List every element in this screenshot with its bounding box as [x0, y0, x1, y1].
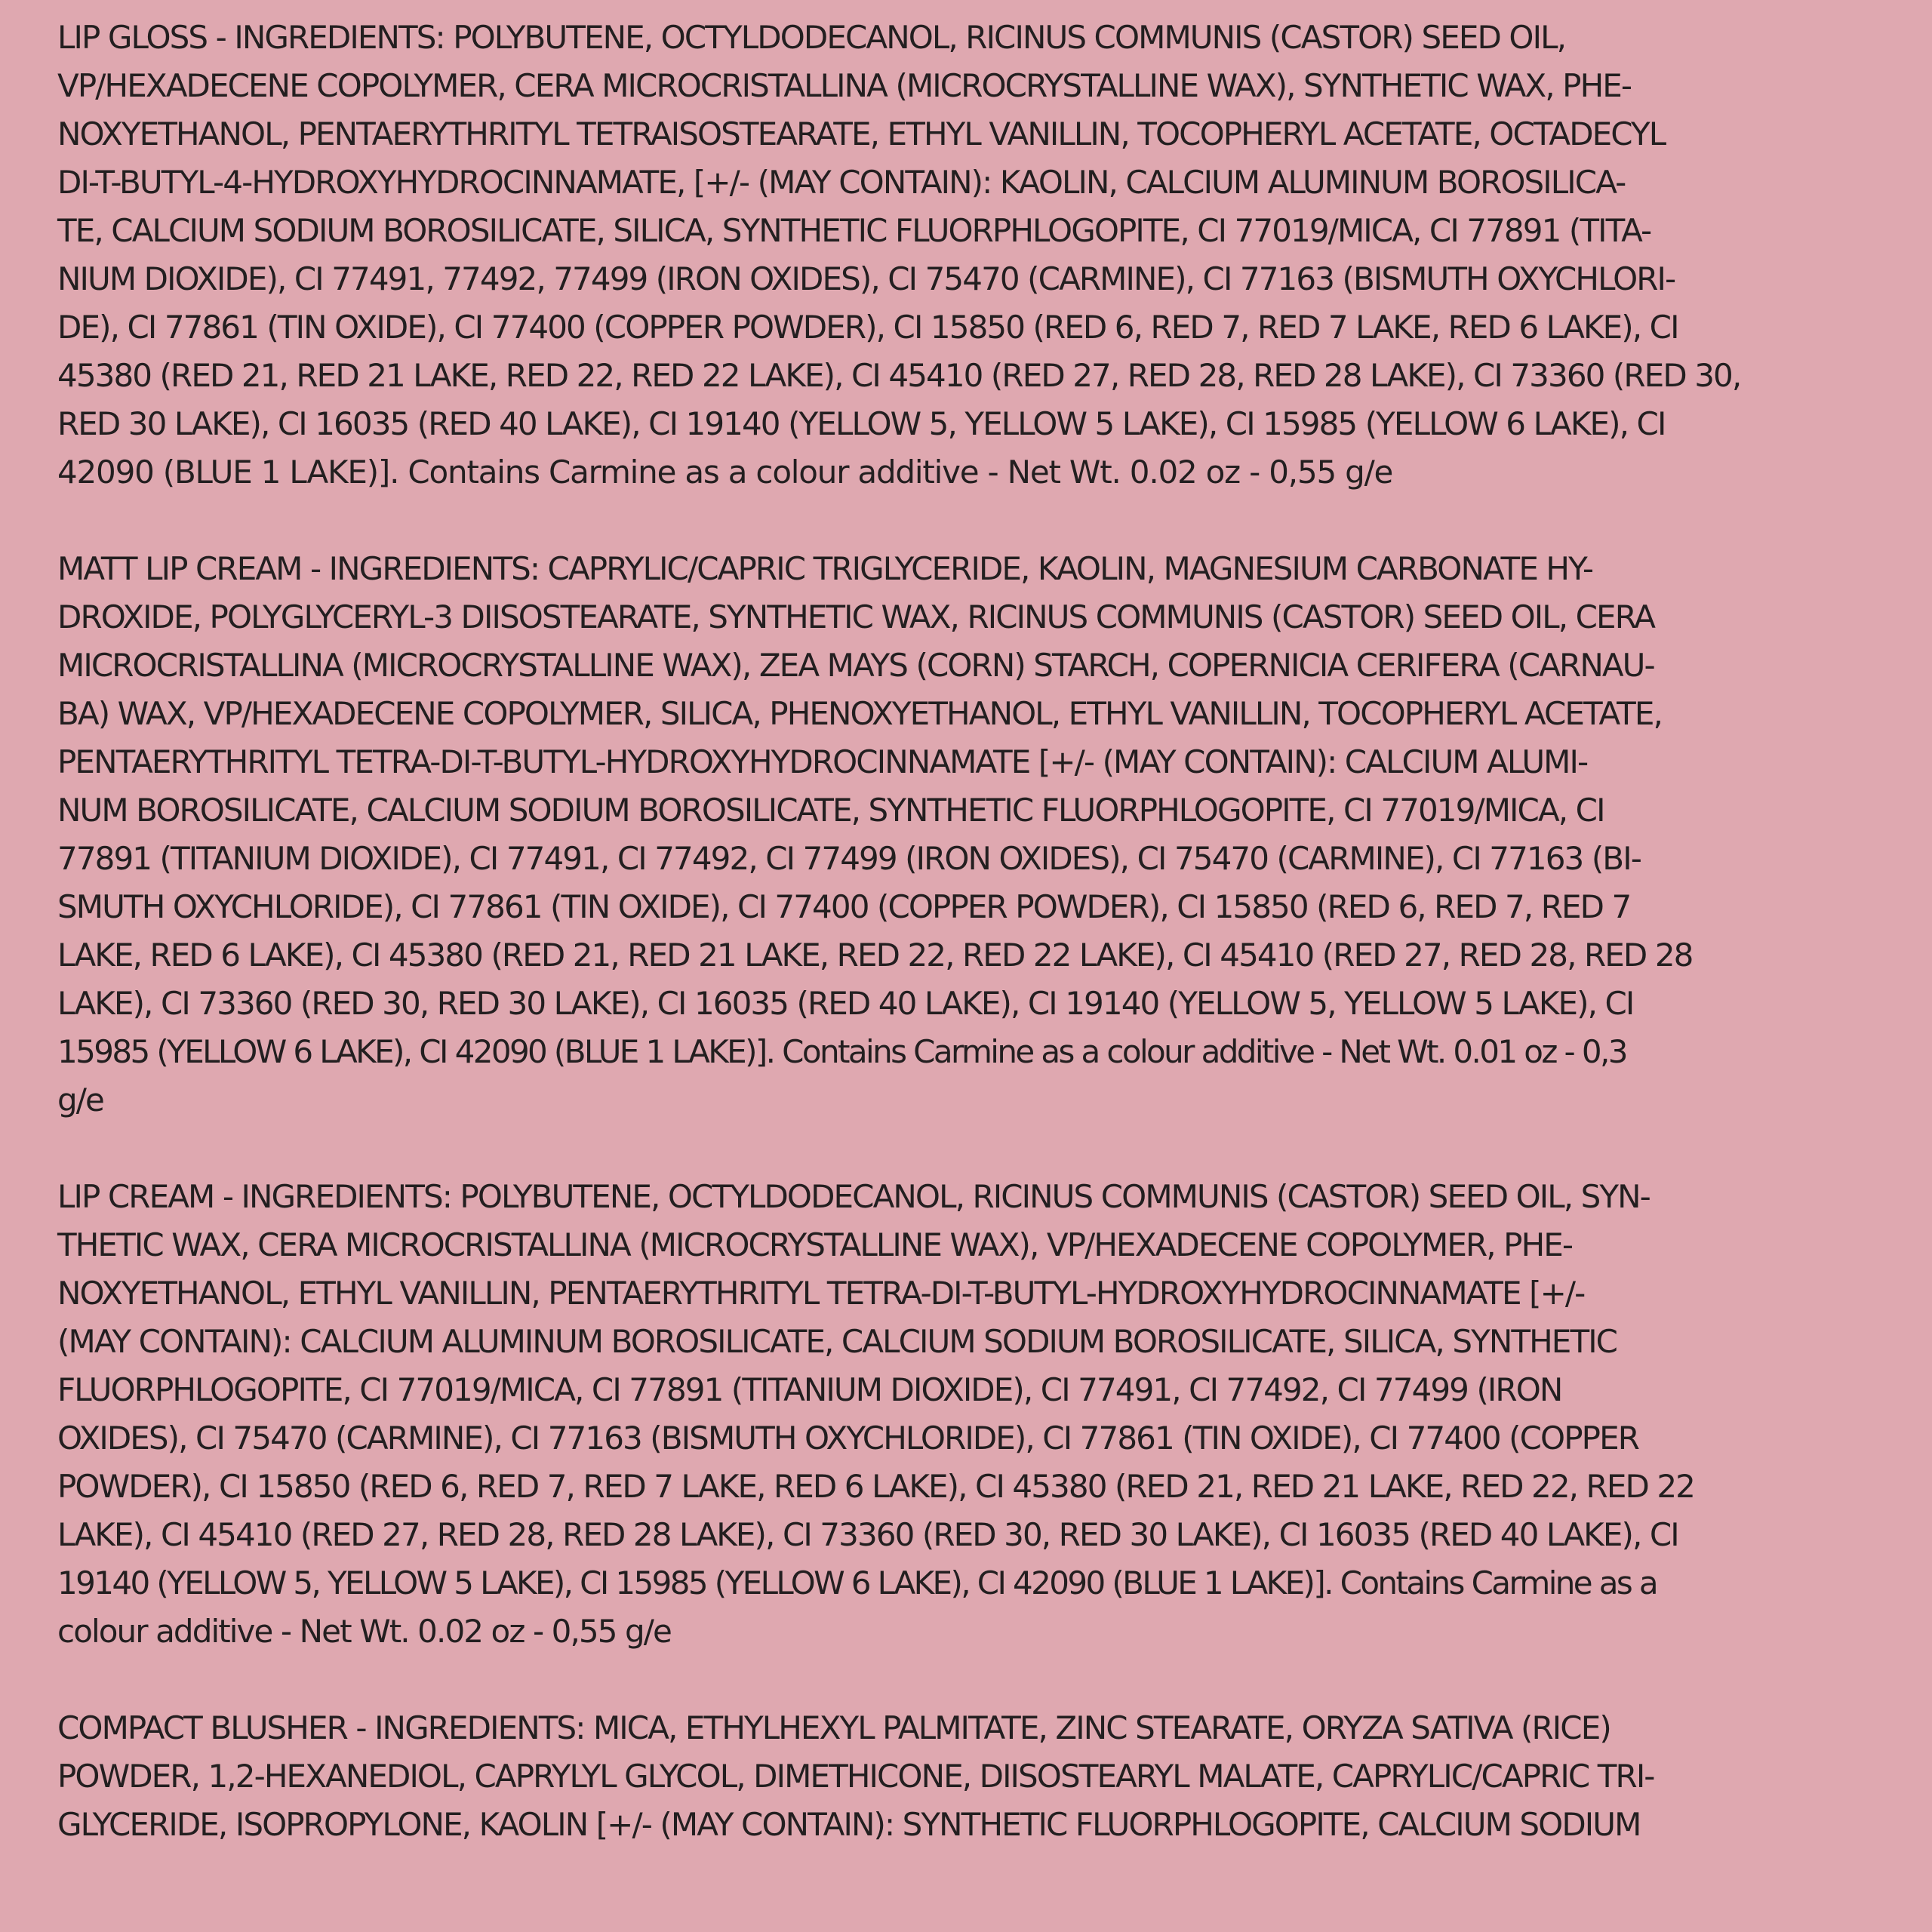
text-line: g/e: [57, 1081, 103, 1118]
text-line: LIP GLOSS - INGREDIENTS: POLYBUTENE, OCTYLDODECANOL, RICINUS COMMUNIS (CASTOR) SEED OIL,: [57, 19, 1566, 56]
text-line: colour additive - Net Wt. 0.02 oz - 0,55 g/e: [57, 1613, 671, 1650]
text-line: 19140 (YELLOW 5, YELLOW 5 LAKE), CI 15985 (YELLOW 6 LAKE), CI 42090 (BLUE 1 LAKE)]. Contains Carmine as a: [57, 1564, 1657, 1601]
text-line: VP/HEXADECENE COPOLYMER, CERA MICROCRISTALLINA (MICROCRYSTALLINE WAX), SYNTHETIC WAX, PHE-: [57, 67, 1632, 104]
text-line: GLYCERIDE, ISOPROPYLONE, KAOLIN [+/- (MAY CONTAIN): SYNTHETIC FLUORPHLOGOPITE, CALCIUM SODIUM: [57, 1806, 1641, 1843]
text-line: BA) WAX, VP/HEXADECENE COPOLYMER, SILICA, PHENOXYETHANOL, ETHYL VANILLIN, TOCOPHERYL ACETATE,: [57, 695, 1662, 732]
lip-cream-ingredients: [57, 1173, 1899, 1656]
text-line: NOXYETHANOL, PENTAERYTHRITYL TETRAISOSTEARATE, ETHYL VANILLIN, TOCOPHERYL ACETATE, OCTADECYL: [57, 115, 1666, 152]
text-line: (MAY CONTAIN): CALCIUM ALUMINUM BOROSILICATE, CALCIUM SODIUM BOROSILICATE, SILICA, SYNTHETIC: [57, 1323, 1617, 1360]
text-line: FLUORPHLOGOPITE, CI 77019/MICA, CI 77891 (TITANIUM DIOXIDE), CI 77491, CI 77492, CI 77499 (IRON: [57, 1371, 1562, 1408]
text-line: POWDER), CI 15850 (RED 6, RED 7, RED 7 LAKE, RED 6 LAKE), CI 45380 (RED 21, RED 21 LAKE, RED 22, RED 22: [57, 1468, 1694, 1505]
text-line: THETIC WAX, CERA MICROCRISTALLINA (MICROCRYSTALLINE WAX), VP/HEXADECENE COPOLYMER, PHE-: [57, 1226, 1573, 1263]
text-line: 42090 (BLUE 1 LAKE)]. Contains Carmine as a colour additive - Net Wt. 0.02 oz - 0,55 g/e: [57, 454, 1393, 491]
text-line: PENTAERYTHRITYL TETRA-DI-T-BUTYL-HYDROXYHYDROCINNAMATE [+/- (MAY CONTAIN): CALCIUM ALUMI-: [57, 743, 1588, 780]
text-line: LAKE), CI 45410 (RED 27, RED 28, RED 28 LAKE), CI 73360 (RED 30, RED 30 LAKE), CI 16035 (RED 40 LAKE), CI: [57, 1516, 1678, 1553]
lip-gloss-ingredients: [57, 14, 1899, 497]
text-line: NUM BOROSILICATE, CALCIUM SODIUM BOROSILICATE, SYNTHETIC FLUORPHLOGOPITE, CI 77019/MICA, CI: [57, 792, 1604, 829]
text-line: LAKE, RED 6 LAKE), CI 45380 (RED 21, RED 21 LAKE, RED 22, RED 22 LAKE), CI 45410 (RED 27, RED 28, RED 28: [57, 937, 1693, 974]
text-line: NOXYETHANOL, ETHYL VANILLIN, PENTAERYTHRITYL TETRA-DI-T-BUTYL-HYDROXYHYDROCINNAMATE [+/-: [57, 1275, 1585, 1312]
text-line: TE, CALCIUM SODIUM BOROSILICATE, SILICA, SYNTHETIC FLUORPHLOGOPITE, CI 77019/MICA, CI 77891 (TITA-: [57, 212, 1651, 249]
matt-lip-cream-ingredients: [57, 545, 1899, 1124]
text-line: 45380 (RED 21, RED 21 LAKE, RED 22, RED 22 LAKE), CI 45410 (RED 27, RED 28, RED 28 LAKE), CI 73360 (RED 30,: [57, 357, 1741, 394]
text-line: MICROCRISTALLINA (MICROCRYSTALLINE WAX), ZEA MAYS (CORN) STARCH, COPERNICIA CERIFERA (CARNAU-: [57, 647, 1654, 684]
text-line: OXIDES), CI 75470 (CARMINE), CI 77163 (BISMUTH OXYCHLORIDE), CI 77861 (TIN OXIDE), CI 77400 (COPPER: [57, 1420, 1638, 1457]
text-line: MATT LIP CREAM - INGREDIENTS: CAPRYLIC/CAPRIC TRIGLYCERIDE, KAOLIN, MAGNESIUM CARBONATE HY-: [57, 550, 1593, 587]
compact-blusher-ingredients: [57, 1704, 1899, 1849]
text-line: LIP CREAM - INGREDIENTS: POLYBUTENE, OCTYLDODECANOL, RICINUS COMMUNIS (CASTOR) SEED OIL, SYN-: [57, 1178, 1650, 1215]
text-line: NIUM DIOXIDE), CI 77491, 77492, 77499 (IRON OXIDES), CI 75470 (CARMINE), CI 77163 (BISMUTH OXYCHLORI-: [57, 260, 1675, 297]
ingredients-label-sheet: [57, 14, 1899, 1897]
text-line: DROXIDE, POLYGLYCERYL-3 DIISOSTEARATE, SYNTHETIC WAX, RICINUS COMMUNIS (CASTOR) SEED OIL, CERA: [57, 598, 1655, 635]
text-line: 15985 (YELLOW 6 LAKE), CI 42090 (BLUE 1 LAKE)]. Contains Carmine as a colour additive - Net Wt. 0.01 oz - 0,3: [57, 1033, 1626, 1070]
text-line: RED 30 LAKE), CI 16035 (RED 40 LAKE), CI 19140 (YELLOW 5, YELLOW 5 LAKE), CI 15985 (YELLOW 6 LAKE), CI: [57, 405, 1666, 442]
text-line: 77891 (TITANIUM DIOXIDE), CI 77491, CI 77492, CI 77499 (IRON OXIDES), CI 75470 (CARMINE), CI 77163 (BI-: [57, 840, 1641, 877]
text-line: LAKE), CI 73360 (RED 30, RED 30 LAKE), CI 16035 (RED 40 LAKE), CI 19140 (YELLOW 5, YELLOW 5 LAKE), CI: [57, 985, 1634, 1022]
text-line: DI-T-BUTYL-4-HYDROXYHYDROCINNAMATE, [+/- (MAY CONTAIN): KAOLIN, CALCIUM ALUMINUM BOROSILICA-: [57, 164, 1626, 201]
text-line: POWDER, 1,2-HEXANEDIOL, CAPRYLYL GLYCOL, DIMETHICONE, DIISOSTEARYL MALATE, CAPRYLIC/CAPRIC TRI-: [57, 1758, 1654, 1795]
text-line: SMUTH OXYCHLORIDE), CI 77861 (TIN OXIDE), CI 77400 (COPPER POWDER), CI 15850 (RED 6, RED 7, RED 7: [57, 888, 1631, 925]
text-line: COMPACT BLUSHER - INGREDIENTS: MICA, ETHYLHEXYL PALMITATE, ZINC STEARATE, ORYZA SATIVA (RICE): [57, 1709, 1611, 1746]
text-line: DE), CI 77861 (TIN OXIDE), CI 77400 (COPPER POWDER), CI 15850 (RED 6, RED 7, RED 7 LAKE, RED 6 LAKE), CI: [57, 309, 1678, 346]
